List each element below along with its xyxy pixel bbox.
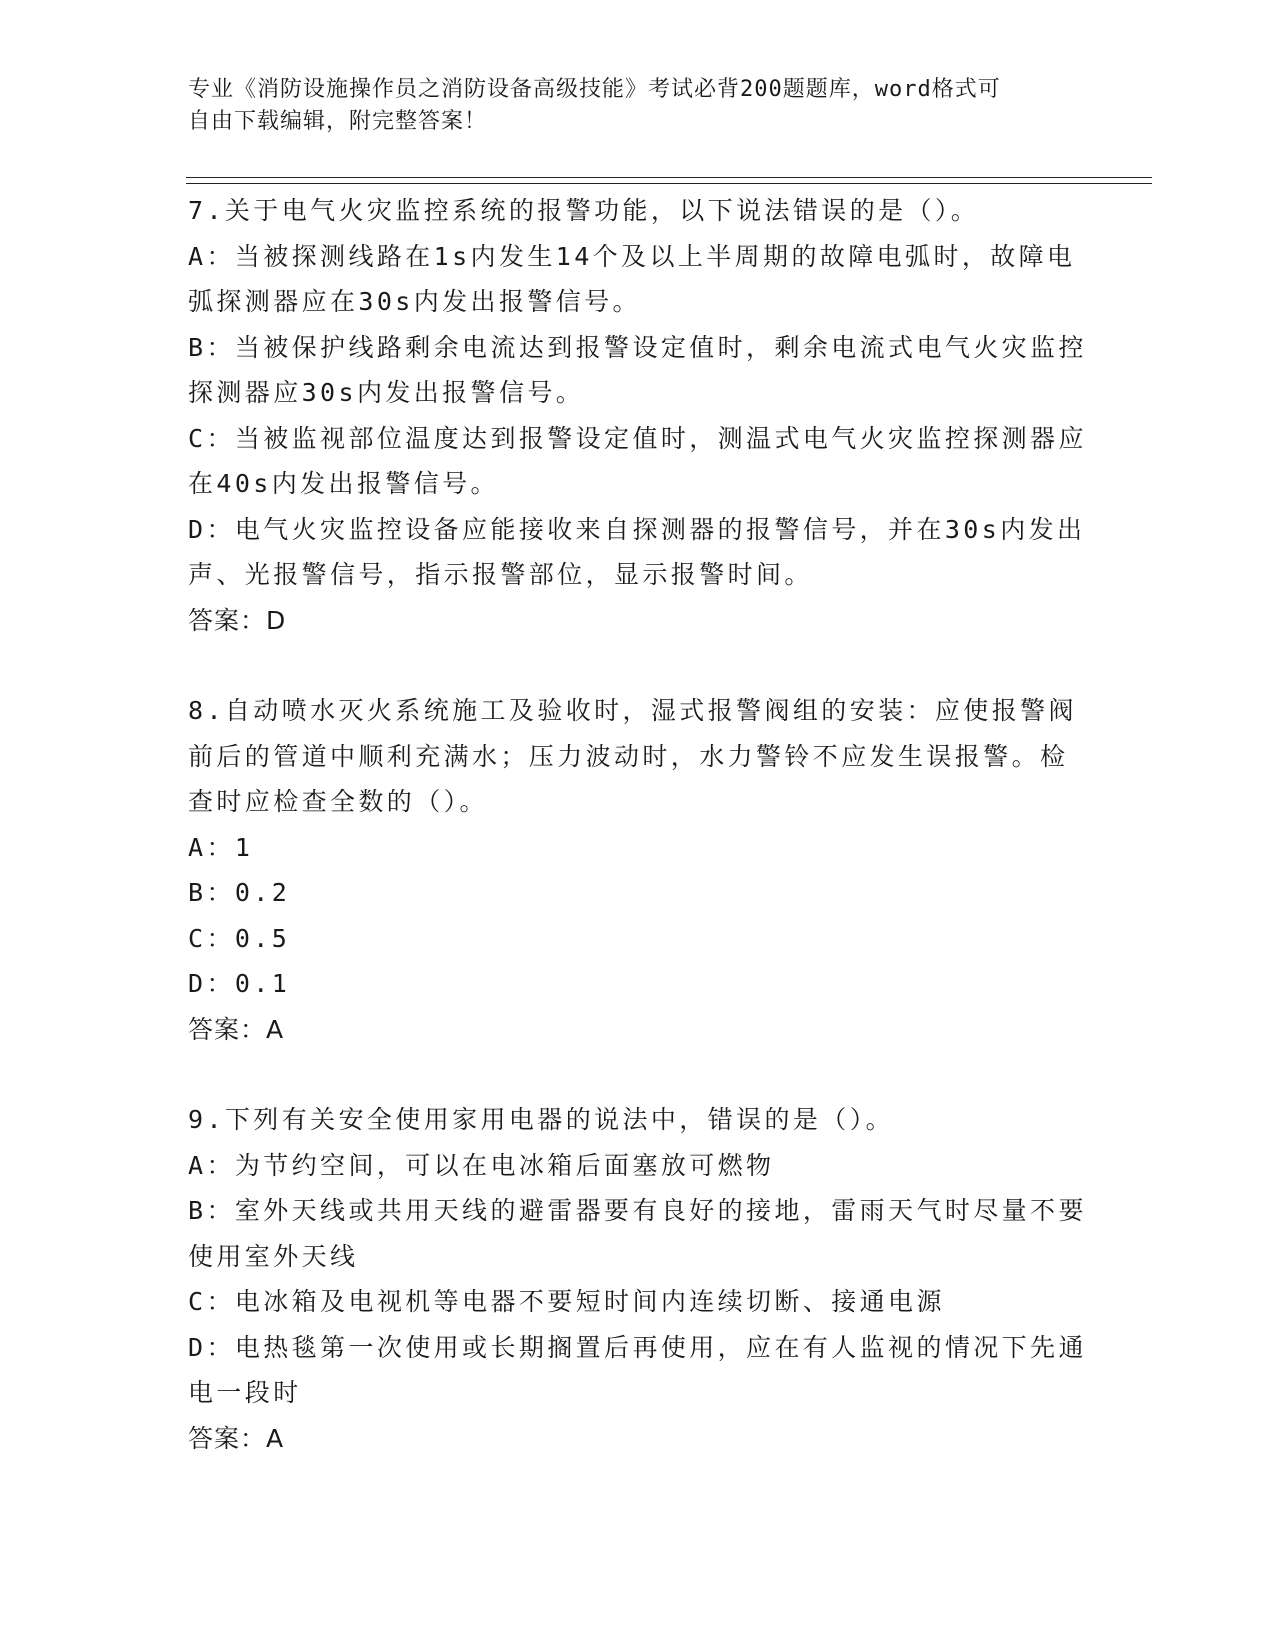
option-c: C：0.5 bbox=[188, 923, 291, 953]
question-stem: 9.下列有关安全使用家用电器的说法中，错误的是（）。 bbox=[188, 1105, 895, 1134]
document-header bbox=[188, 74, 1068, 138]
option-c: C：电冰箱及电视机等电器不要短时间内连续切断、接通电源 bbox=[188, 1287, 945, 1316]
header-divider-top bbox=[186, 177, 1152, 178]
header-line-1: 专业《消防设施操作员之消防设备高级技能》考试必背200题题库，word格式可 bbox=[188, 77, 1001, 102]
question-stem: 8.自动喷水灭火系统施工及验收时，湿式报警阀组的安装：应使报警阀前后的管道中顺利充满水；压力波动时，水力警铃不应发生误报警。检查时应检查全数的（）。 bbox=[188, 696, 1077, 816]
question-9 bbox=[188, 1097, 1088, 1461]
option-a: A：当被探测线路在1s内发生14个及以上半周期的故障电弧时，故障电弧探测器应在30s内发出报警信号。 bbox=[188, 241, 1076, 316]
header-divider-bottom bbox=[186, 183, 1152, 184]
answer: 答案：A bbox=[188, 1423, 285, 1453]
option-b: B：当被保护线路剩余电流达到报警设定值时，剩余电流式电气火灾监控探测器应30s内发出报警信号。 bbox=[188, 332, 1087, 407]
option-d: D：电气火灾监控设备应能接收来自探测器的报警信号，并在30s内发出声、光报警信号，指示报警部位，显示报警时间。 bbox=[188, 514, 1086, 589]
option-b: B：0.2 bbox=[188, 878, 291, 907]
option-a: A：1 bbox=[188, 832, 254, 862]
option-c: C：当被监视部位温度达到报警设定值时，测温式电气火灾监控探测器应在40s内发出报警信号。 bbox=[188, 423, 1087, 498]
question-7 bbox=[188, 188, 1088, 643]
answer: 答案：A bbox=[188, 1014, 285, 1044]
answer: 答案：D bbox=[188, 605, 287, 635]
header-line-2: 自由下载编辑，附完整答案！ bbox=[188, 109, 488, 134]
option-b: B：室外天线或共用天线的避雷器要有良好的接地，雷雨天气时尽量不要使用室外天线 bbox=[188, 1196, 1087, 1271]
question-list bbox=[188, 188, 1088, 1461]
question-stem: 7.关于电气火灾监控系统的报警功能，以下说法错误的是（）。 bbox=[188, 196, 980, 225]
option-a: A：为节约空间，可以在电冰箱后面塞放可燃物 bbox=[188, 1150, 775, 1180]
question-8 bbox=[188, 688, 1088, 1052]
option-d: D：电热毯第一次使用或长期搁置后再使用，应在有人监视的情况下先通电一段时 bbox=[188, 1332, 1087, 1407]
option-d: D：0.1 bbox=[188, 969, 291, 998]
